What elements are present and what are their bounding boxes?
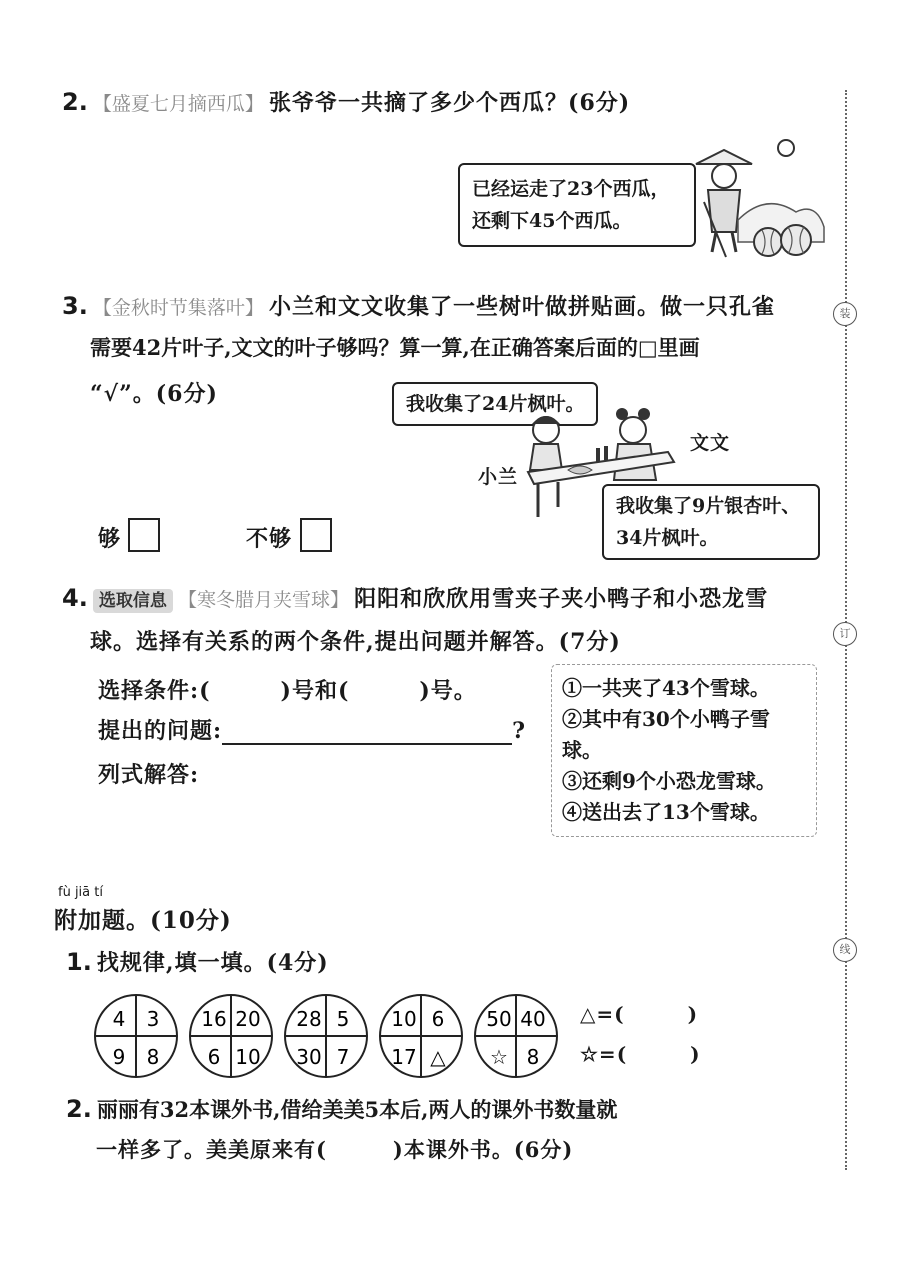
binding-mark-1: 装	[833, 302, 857, 326]
q2-speech-bubble	[458, 163, 696, 247]
q3-number: 3.	[62, 292, 88, 320]
binding-mark-2: 订	[833, 622, 857, 646]
select-mid: )号和(	[280, 678, 350, 704]
wenwen-name-label: 文文	[690, 432, 731, 454]
circle-cell-tl: 28	[296, 1007, 322, 1031]
circle-cell-br: △	[430, 1045, 446, 1069]
option-enough-label: 够	[98, 526, 122, 552]
circle-cell-br: 8	[146, 1045, 160, 1069]
circle-cell-bl: 30	[296, 1045, 322, 1069]
question-prompt	[98, 714, 526, 745]
q3-line1: 小兰和文文收集了一些树叶做拼贴画。做一只孔雀	[269, 294, 776, 320]
sun-icon	[778, 140, 794, 156]
q3-tag: 【金秋时节集落叶】	[92, 297, 264, 319]
pattern-circle-2	[190, 995, 272, 1077]
star-answer[interactable]: ☆=( )	[580, 1042, 701, 1066]
circle-cell-bl: ☆	[490, 1045, 508, 1069]
circle-cell-tl: 4	[112, 1007, 126, 1031]
q3-line3: “√”。(6分)	[90, 381, 218, 407]
circle-cell-tl: 50	[486, 1007, 512, 1031]
b1-text: 找规律,填一填。(4分)	[96, 950, 329, 976]
b2-line2: 一样多了。美美原来有( )本课外书。(6分)	[96, 1137, 574, 1162]
wenwen-bubble-line2: 34片枫叶。	[616, 527, 719, 549]
circle-cell-tl: 16	[201, 1007, 227, 1031]
watermelon-icon	[754, 228, 782, 256]
xiaolan-name-label: 小兰	[478, 466, 519, 488]
circle-cell-br: 7	[336, 1045, 350, 1069]
watermelon-icon	[781, 225, 811, 255]
q2-header	[62, 86, 630, 117]
b2-header	[66, 1094, 617, 1124]
b1-header	[66, 946, 329, 977]
pattern-circle-1	[95, 995, 177, 1077]
circle-cell-tl: 10	[391, 1007, 417, 1031]
question-end-mark: ?	[512, 718, 527, 744]
solve-label: 列式解答:	[98, 762, 200, 788]
condition-item: ③还剩9个小恐龙雪球。	[562, 769, 776, 793]
circle-cell-tr: 5	[336, 1007, 350, 1031]
binding-mark-3: 线	[833, 938, 857, 962]
circle-cell-tr: 20	[235, 1007, 261, 1031]
question-answer-line[interactable]	[222, 721, 512, 745]
circle-cell-bl: 17	[391, 1045, 417, 1069]
q3-header	[62, 290, 775, 321]
condition-item: ②其中有30个小鸭子雪球。	[562, 707, 770, 762]
pattern-circle-5	[475, 995, 557, 1077]
b2-number: 2.	[66, 1095, 92, 1123]
wenwen-bubble-line1: 我收集了9片银杏叶、	[616, 495, 801, 517]
q2-tag: 【盛夏七月摘西瓜】	[92, 93, 264, 115]
triangle-answer[interactable]: △=( )	[580, 1002, 699, 1026]
xiaolan-hair-icon	[532, 416, 560, 424]
enough-checkbox[interactable]	[128, 518, 160, 552]
q4-header	[62, 582, 768, 613]
q2-bubble-line2: 还剩下45个西瓜。	[472, 210, 632, 232]
q2-text: 张爷爷一共摘了多少个西瓜？(6分)	[269, 90, 631, 116]
bonus-pinyin: fù jiā tí	[58, 885, 103, 900]
circle-cell-tr: 40	[520, 1007, 546, 1031]
circle-cell-tr: 6	[431, 1007, 445, 1031]
circle-cell-br: 10	[235, 1045, 261, 1069]
q4-number: 4.	[62, 584, 88, 612]
condition-item: ①一共夹了43个雪球。	[562, 676, 770, 700]
option-not-enough-label: 不够	[246, 526, 293, 552]
select-end: )号。	[419, 678, 477, 704]
pattern-circles	[94, 992, 564, 1080]
circle-cell-bl: 9	[112, 1045, 126, 1069]
question-label: 提出的问题:	[98, 718, 223, 744]
b2-line1: 丽丽有32本课外书,借给美美5本后,两人的课外书数量就	[96, 1097, 618, 1122]
pattern-circle-3	[285, 995, 367, 1077]
q4-tag: 【寒冬腊月夹雪球】	[178, 589, 350, 611]
condition-item: ④送出去了13个雪球。	[562, 800, 770, 824]
select-label: 选择条件:(	[98, 678, 211, 704]
conditions-box	[551, 664, 817, 837]
q3-line2: 需要42片叶子,文文的叶子够吗？算一算,在正确答案后面的□里画	[90, 335, 700, 360]
circle-cell-br: 8	[526, 1045, 540, 1069]
straw-hat-icon	[696, 150, 752, 164]
farmer-head-icon	[712, 164, 736, 188]
xiaolan-bubble-text: 我收集了24片枫叶。	[406, 393, 585, 415]
not-enough-checkbox[interactable]	[300, 518, 332, 552]
pattern-circle-4	[380, 995, 462, 1077]
select-conditions	[98, 674, 477, 705]
q2-number: 2.	[62, 88, 88, 116]
q4-line1: 阳阳和欣欣用雪夹子夹小鸭子和小恐龙雪	[354, 586, 769, 612]
bonus-title: 附加题。(10分)	[54, 907, 232, 934]
b1-number: 1.	[66, 948, 92, 976]
wenwen-speech-bubble	[602, 484, 820, 560]
circle-cell-tr: 3	[146, 1007, 160, 1031]
circle-cell-bl: 6	[207, 1045, 221, 1069]
q4-badge: 选取信息	[93, 589, 173, 613]
q2-bubble-line1: 已经运走了23个西瓜，	[472, 178, 670, 200]
q4-line2: 球。选择有关系的两个条件,提出问题并解答。(7分)	[90, 629, 621, 655]
wenwen-head-icon	[620, 417, 646, 443]
farmer-watermelon-illustration	[676, 132, 826, 262]
